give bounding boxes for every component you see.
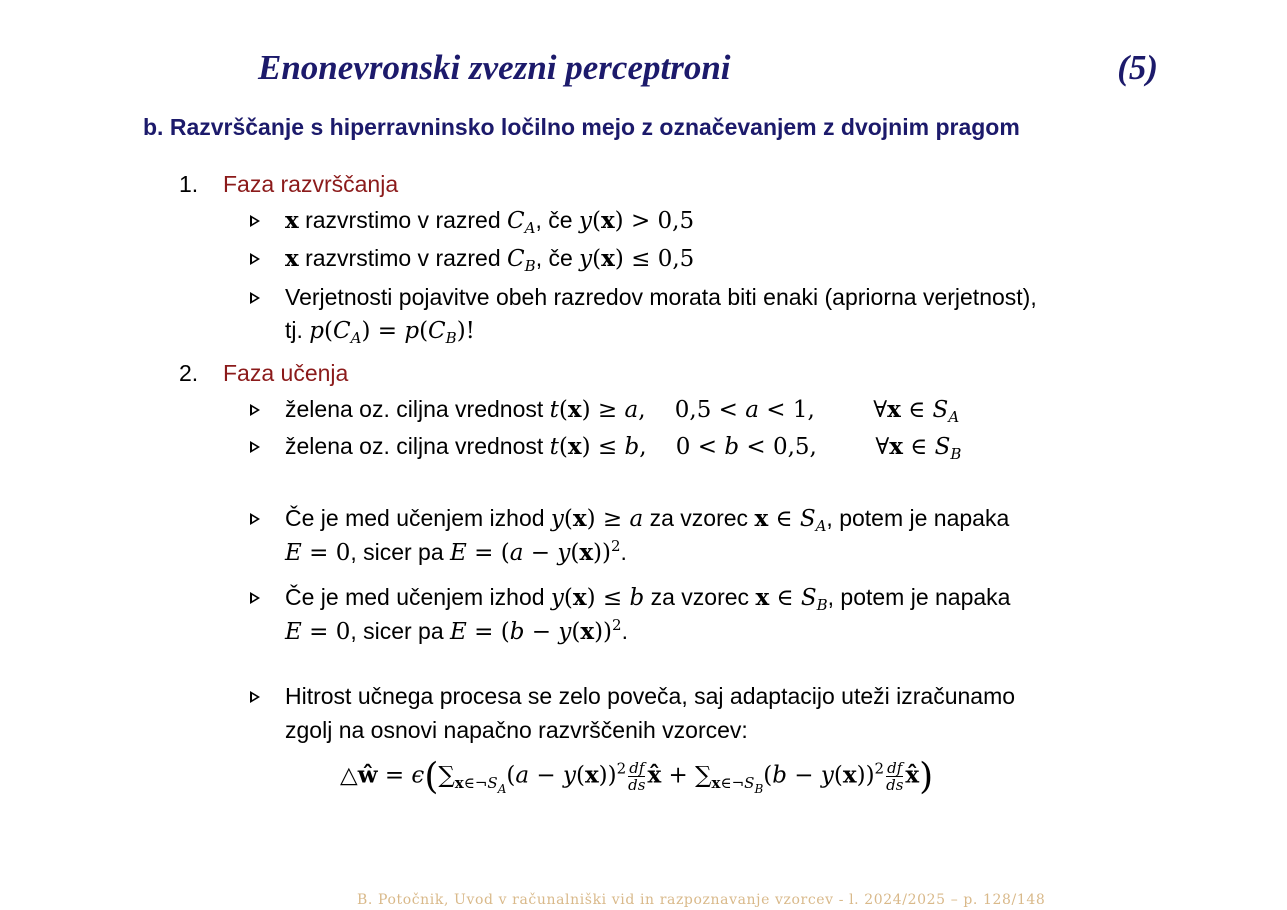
triangle-bullet-icon (250, 592, 260, 604)
phase2-bullet-5-line1: Hitrost učnega procesa se zelo poveča, saj adaptacijo uteži izračunamo (285, 683, 1016, 709)
phase1-bullet-2: x razvrstimo v razred $C_B$, če y(x) ≤ 0,5 (285, 245, 695, 275)
enum-2: 2. (179, 360, 199, 386)
slide-title-text: Enonevronski zvezni perceptroni (258, 48, 731, 87)
triangle-bullet-icon (250, 215, 260, 227)
triangle-bullet-icon (250, 691, 260, 703)
enum-1: 1. (179, 171, 199, 197)
phase1-heading: Faza razvrščanja (223, 171, 399, 197)
phase1-bullet-3-line1: Verjetnosti pojavitve obeh razredov morata biti enaki (apriorna verjetnost), (285, 284, 1037, 310)
phase2-bullet-4-line1: Če je med učenjem izhod y(x) ≤ b za vzorec x ∈ $S_B$, potem je napaka (285, 584, 1011, 614)
triangle-bullet-icon (250, 292, 260, 304)
phase2-bullet-2: želena oz. ciljna vrednost t(x) ≤ b, 0 < b < 0,5, ∀x ∈ $S_B$ (285, 433, 962, 463)
phase1-bullet-3-line2: tj. $p(C_A) = p(C_B)$! (285, 317, 475, 347)
slide-title (258, 48, 1158, 92)
phase2-bullet-5-line2: zgolj na osnovi napačno razvrščenih vzorcev: (285, 717, 748, 743)
triangle-bullet-icon (250, 513, 260, 525)
triangle-bullet-icon (250, 441, 260, 453)
phase2-bullet-1: želena oz. ciljna vrednost t(x) ≥ a, 0,5 < a < 1, ∀x ∈ $S_A$ (285, 396, 960, 426)
slide-subtitle: b. Razvrščanje s hiperravninsko ločilno mejo z označevanjem z dvojnim pragom (143, 114, 1020, 140)
slide-footer: B. Potočnik, Uvod v računalniški vid in razpoznavanje vzorcev - l. 2024/2025 – p. 128/148 (357, 892, 1046, 908)
triangle-bullet-icon (250, 253, 260, 265)
slide-number: (5) (1117, 48, 1158, 87)
phase2-bullet-4-line2: E = 0, sicer pa $E = (b - y(x))^2$. (285, 616, 628, 645)
phase2-bullet-3-line2: E = 0, sicer pa $E = (a - y(x))^2$. (285, 537, 627, 566)
triangle-bullet-icon (250, 404, 260, 416)
phase2-bullet-3-line1: Če je med učenjem izhod y(x) ≥ a za vzorec x ∈ $S_A$, potem je napaka (285, 505, 1010, 535)
phase1-bullet-1: x razvrstimo v razred $C_A$, če y(x) > 0,5 (285, 207, 695, 237)
weight-update-formula: △ŵ = $\epsilon(\sum_{x\in\neg S_A}(a - y(x))^2$ $\frac{df}{ds}$ x̂ + $\sum_{x\in\neg S_B}(b - y(x))^2$ $\frac{df}{ds}$ x̂) (340, 756, 934, 798)
phase2-heading: Faza učenja (223, 360, 349, 386)
